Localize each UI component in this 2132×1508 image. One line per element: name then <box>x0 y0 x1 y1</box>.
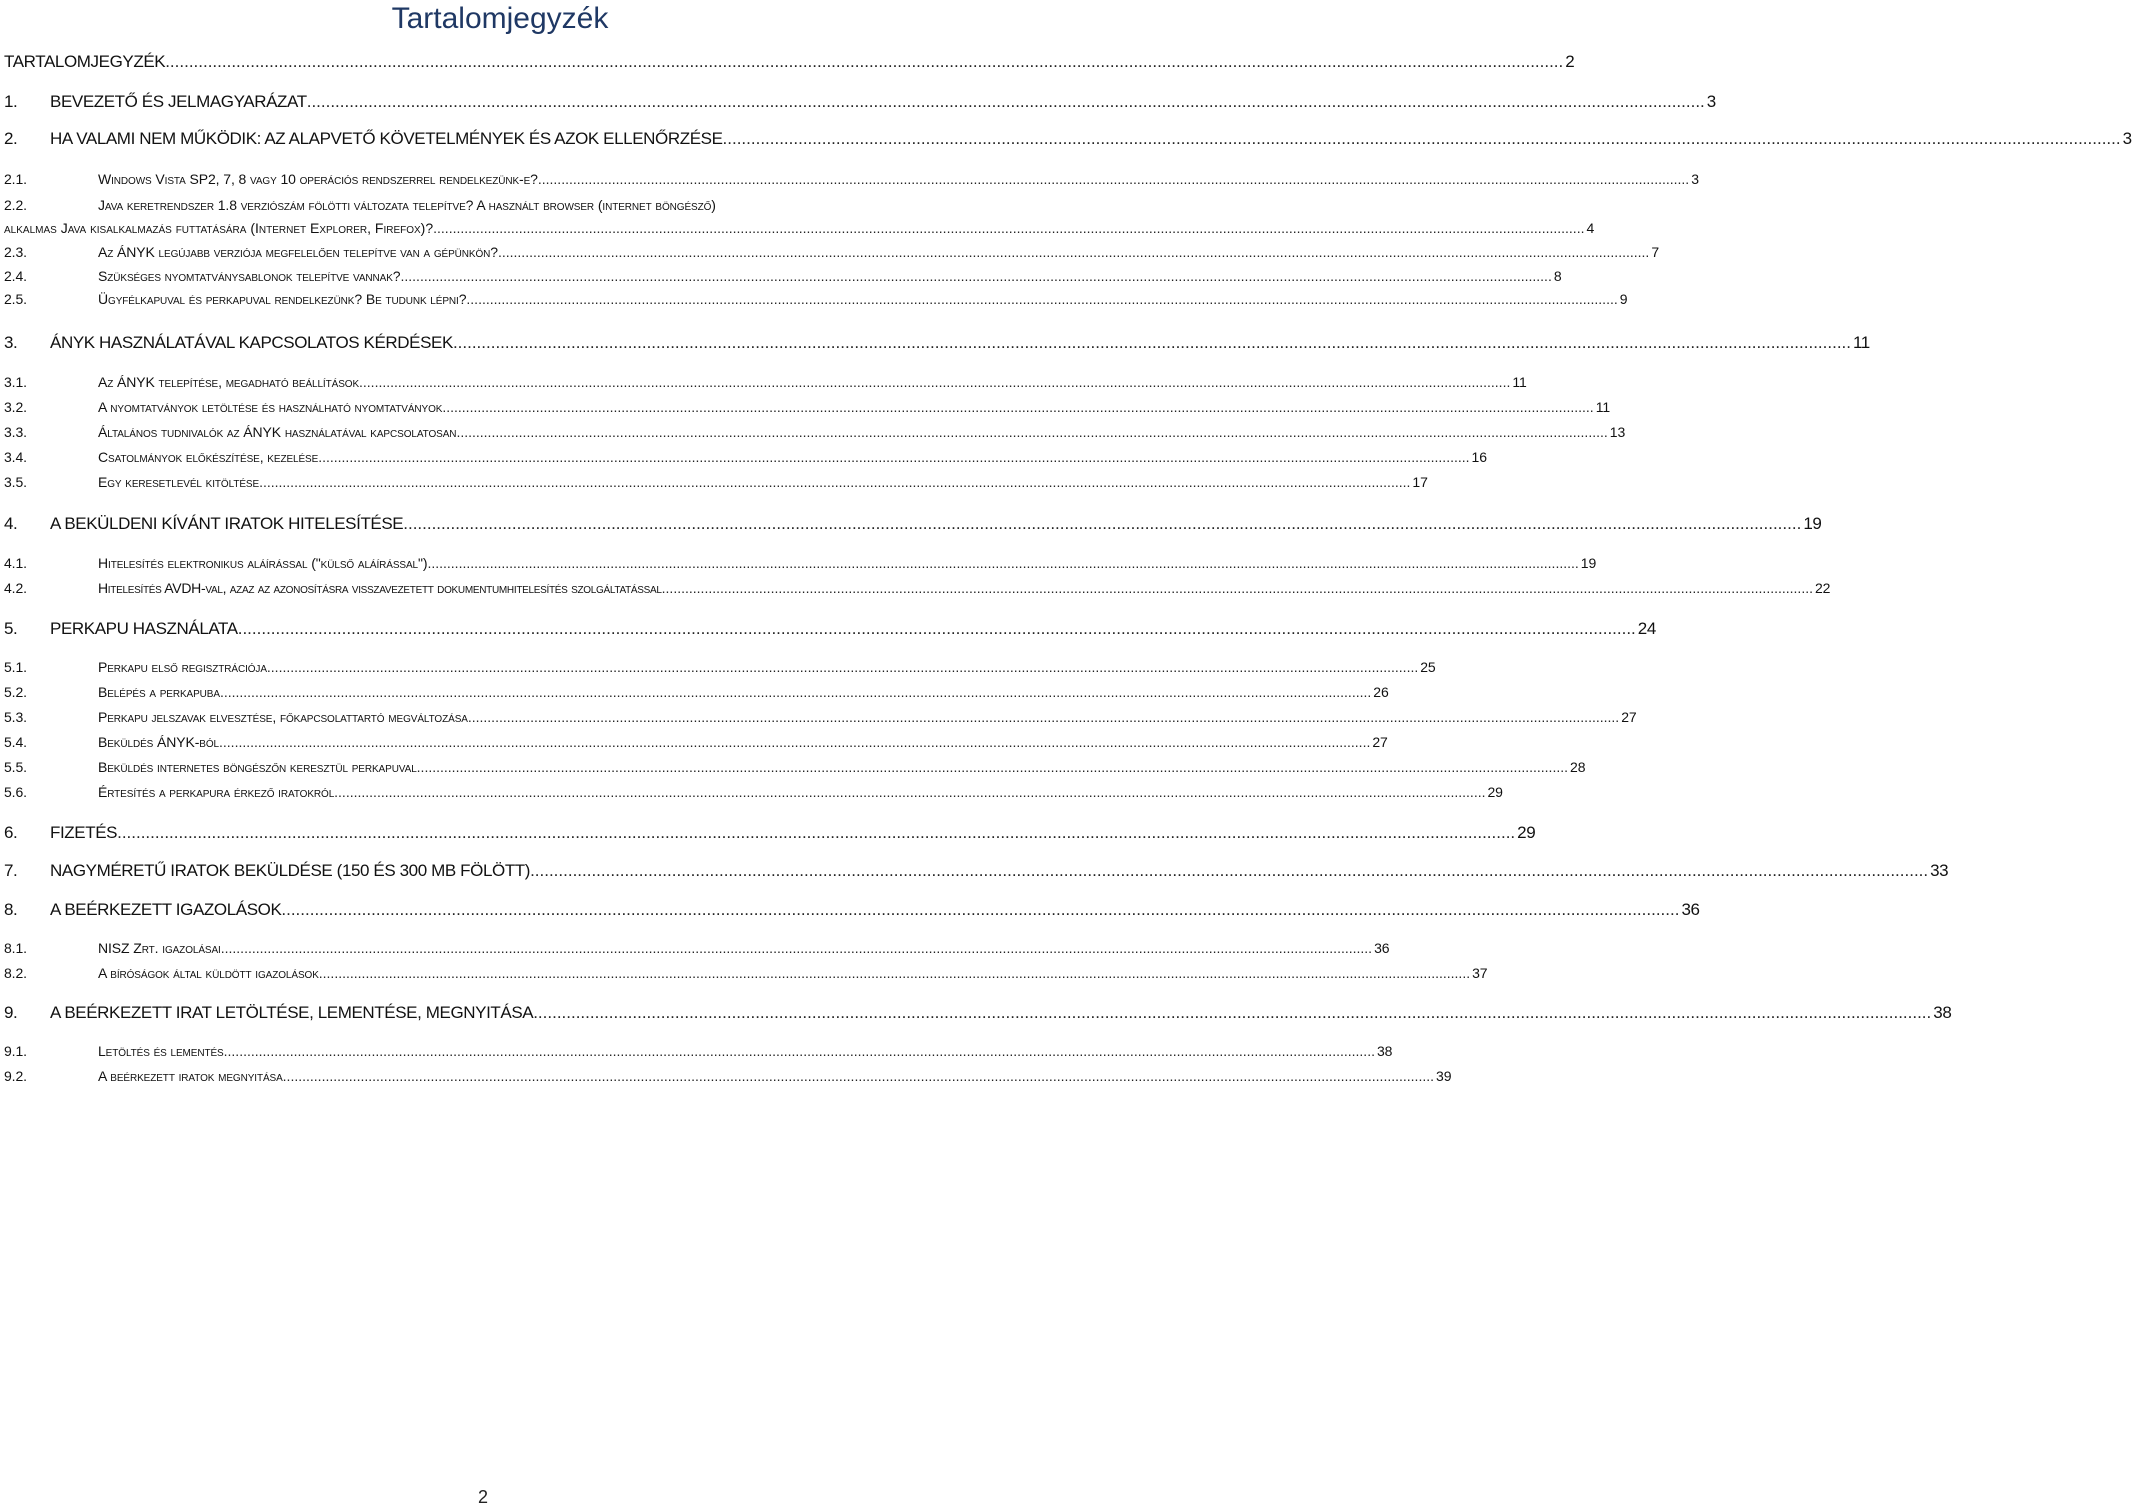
toc-entry-number: 3.4. <box>4 449 27 465</box>
toc-entry[interactable] <box>4 759 1586 775</box>
toc-entry-page: 3 <box>2122 129 2132 148</box>
toc-entry[interactable] <box>4 900 1700 920</box>
toc-leader-dots <box>238 619 1636 639</box>
toc-leader-dots <box>417 759 1568 775</box>
toc-entry[interactable] <box>4 514 1822 534</box>
toc-entry-page: 37 <box>1472 965 1488 981</box>
toc-leader-dots <box>165 52 1563 72</box>
toc-entry-page: 2 <box>1565 52 1575 71</box>
toc-entry-number: 7. <box>4 861 18 880</box>
toc-entry-text: A BEÉRKEZETT IRAT LETÖLTÉSE, LEMENTÉSE, MEGNYITÁSA <box>50 1003 534 1022</box>
toc-entry-number: 1. <box>4 92 18 111</box>
toc-entry-text: Perkapu jelszavak elvesztése, főkapcsolattartó megváltozása <box>98 709 468 725</box>
toc-entry-text: Az ÁNYK telepítése, megadható beállítások <box>98 374 360 390</box>
toc-leader-dots <box>433 220 1584 236</box>
toc-leader-dots <box>466 291 1617 307</box>
toc-entry-number: 5.4. <box>4 734 27 750</box>
toc-leader-dots <box>468 709 1619 725</box>
toc-leader-dots <box>267 659 1418 675</box>
toc-entry[interactable] <box>4 399 1611 415</box>
toc-entry[interactable] <box>4 291 1628 307</box>
toc-entry[interactable] <box>4 709 1637 725</box>
toc-entry-page: 27 <box>1372 734 1388 750</box>
toc-leader-dots <box>307 92 1705 112</box>
toc-entry-number: 4.2. <box>4 580 27 596</box>
toc-entry[interactable] <box>4 52 1575 72</box>
toc-leader-dots <box>318 449 1469 465</box>
toc-entry-number: 3. <box>4 333 18 352</box>
toc-leader-dots <box>530 861 1928 881</box>
toc-entry[interactable] <box>4 659 1436 675</box>
toc-leader-dots <box>498 244 1649 260</box>
toc-entry-number: 2.1. <box>4 171 27 187</box>
toc-entry-text: A nyomtatványok letöltése és használható nyomtatványok <box>98 399 443 415</box>
toc-entry-page: 36 <box>1374 940 1390 956</box>
toc-entry[interactable] <box>4 940 1390 956</box>
toc-entry-number: 8. <box>4 900 18 919</box>
toc-entry-number: 3.3. <box>4 424 27 440</box>
toc-entry[interactable] <box>4 449 1487 465</box>
toc-entry-page: 29 <box>1487 784 1503 800</box>
toc-entry-text: Csatolmányok előkészítése, kezelése <box>98 449 319 465</box>
toc-leader-dots <box>427 555 1578 571</box>
toc-entry-text: Beküldés ÁNYK-ból <box>98 734 220 750</box>
toc-entry-number: 9.1. <box>4 1043 27 1059</box>
toc-entry[interactable] <box>4 555 1597 571</box>
toc-leader-dots <box>456 424 1607 440</box>
toc-entry[interactable] <box>4 197 962 213</box>
toc-leader-dots <box>538 171 1689 187</box>
toc-entry-page: 36 <box>1681 900 1700 919</box>
toc-entry-number: 5. <box>4 619 18 638</box>
toc-entry[interactable] <box>4 580 1831 596</box>
toc-entry-page: 24 <box>1637 619 1656 638</box>
toc-entry-page: 13 <box>1609 424 1626 440</box>
toc-entry-text: BEVEZETŐ ÉS JELMAGYARÁZAT <box>50 92 307 111</box>
toc-entry-page: 19 <box>1803 514 1822 533</box>
toc-entry-number: 2.2. <box>4 197 27 213</box>
toc-leader-dots <box>319 965 1470 981</box>
toc-entry-text: Letöltés és lementés <box>98 1043 224 1059</box>
toc-leader-dots <box>723 129 2121 149</box>
toc-entry-text: Értesítés a perkapura érkező iratokról <box>98 784 335 800</box>
toc-entry-page: 8 <box>1553 268 1562 284</box>
toc-entry-text: Belépés a perkapuba <box>98 684 220 700</box>
toc-entry[interactable] <box>4 129 2132 149</box>
toc-entry[interactable] <box>4 92 1716 112</box>
toc-entry-page: 11 <box>1512 374 1527 390</box>
toc-leader-dots <box>359 374 1510 390</box>
toc-entry-continuation[interactable] <box>4 220 1595 236</box>
toc-entry-text: A beérkezett iratok megnyitása <box>98 1068 283 1084</box>
toc-leader-dots <box>401 268 1552 284</box>
page-title: Tartalomjegyzék <box>391 2 609 35</box>
toc-entry-number: 3.5. <box>4 474 27 490</box>
toc-entry[interactable] <box>4 424 1626 440</box>
toc-entry-page: 4 <box>1586 220 1595 236</box>
toc-entry-page: 11 <box>1595 399 1611 415</box>
toc-entry[interactable] <box>4 784 1503 800</box>
toc-leader-dots <box>334 784 1485 800</box>
toc-entry-text: Szükséges nyomtatványsablonok telepítve vannak? <box>98 268 401 284</box>
toc-entry-number: 2. <box>4 129 18 148</box>
toc-entry-text: TARTALOMJEGYZÉK <box>4 52 166 71</box>
toc-entry[interactable] <box>4 333 1870 353</box>
toc-entry-page: 17 <box>1412 474 1428 490</box>
toc-leader-dots <box>281 900 1679 920</box>
toc-entry-number: 9.2. <box>4 1068 27 1084</box>
toc-entry[interactable] <box>4 965 1488 981</box>
toc-entry[interactable] <box>4 861 1949 881</box>
toc-entry-page: 28 <box>1570 759 1586 775</box>
toc-entry-text: Ügyfélkapuval és perkapuval rendelkezünk? Be tudunk lépni? <box>98 291 467 307</box>
toc-entry-text: Egy keresetlevél kitöltése <box>98 474 260 490</box>
toc-entry-page: 38 <box>1376 1043 1393 1059</box>
toc-entry-number: 4. <box>4 514 18 533</box>
toc-entry-number: 8.1. <box>4 940 27 956</box>
toc-leader-dots <box>221 940 1372 956</box>
toc-entry-number: 9. <box>4 1003 18 1022</box>
toc-entry[interactable] <box>4 1003 1952 1023</box>
toc-entry-text: Hitelesítés AVDH-val, azaz az azonosításra visszavezetett dokumentumhitelesítés szolgáltatással <box>98 580 662 596</box>
toc-entry-page: 16 <box>1471 449 1487 465</box>
toc-entry-text: NAGYMÉRETŰ IRATOK BEKÜLDÉSE (150 ÉS 300 MB FÖLÖTT) <box>50 861 531 880</box>
toc-entry[interactable] <box>4 734 1388 750</box>
toc-entry-number: 5.5. <box>4 759 27 775</box>
toc-entry[interactable] <box>4 619 1656 639</box>
toc-entry-number: 8.2. <box>4 965 27 981</box>
toc-leader-dots <box>662 580 1813 596</box>
toc-entry-text: PERKAPU HASZNÁLATA <box>50 619 238 638</box>
toc-entry-number: 2.5. <box>4 291 27 307</box>
toc-entry-text: Beküldés internetes böngészőn keresztül perkapuval <box>98 759 417 775</box>
toc-entry-page: 7 <box>1651 244 1659 260</box>
toc-entry-page: 11 <box>1853 333 1870 352</box>
toc-entry-text: A BEKÜLDENI KÍVÁNT IRATOK HITELESÍTÉSE <box>50 514 404 533</box>
toc-entry[interactable] <box>4 171 1699 187</box>
toc-entry-text: Java keretrendszer 1.8 verziószám fölötti változata telepítve? A használt browser (internet böngésző) <box>98 197 716 213</box>
toc-leader-dots <box>224 1043 1375 1059</box>
toc-leader-dots <box>283 1068 1434 1084</box>
toc-entry-text: Hitelesítés elektronikus aláírással ("külső aláírással") <box>98 555 428 571</box>
toc-entry[interactable] <box>4 268 1562 284</box>
toc-entry-page: 9 <box>1619 291 1628 307</box>
toc-entry-page: 38 <box>1933 1003 1952 1022</box>
toc-entry-text: Az ÁNYK legújabb verziója megfelelően telepítve van a gépünkön? <box>98 244 498 260</box>
toc-entry-text: alkalmas Java kisalkalmazás futtatására (Internet Explorer, Firefox)? <box>4 220 434 236</box>
toc-entry-text: A BEÉRKEZETT IGAZOLÁSOK <box>50 900 282 919</box>
toc-entry-number: 3.1. <box>4 374 27 390</box>
toc-entry-number: 5.3. <box>4 709 27 725</box>
toc-entry-number: 3.2. <box>4 399 27 415</box>
toc-entry-page: 29 <box>1517 823 1536 842</box>
toc-leader-dots <box>220 684 1371 700</box>
toc-entry-page: 33 <box>1930 861 1949 880</box>
toc-entry-page: 25 <box>1420 659 1436 675</box>
toc-entry[interactable] <box>4 1068 1452 1084</box>
toc-leader-dots <box>117 823 1515 843</box>
toc-leader-dots <box>442 399 1593 415</box>
toc-entry-text: NISZ Zrt. igazolásai <box>98 940 221 956</box>
toc-entry-text: Windows Vista SP2, 7, 8 vagy 10 operációs rendszerrel rendelkezünk-e? <box>98 171 538 187</box>
toc-leader-dots <box>219 734 1370 750</box>
toc-leader-dots <box>453 333 1851 353</box>
toc-entry-page: 27 <box>1621 709 1637 725</box>
toc-entry[interactable] <box>4 684 1389 700</box>
toc-entry-page: 3 <box>1706 92 1716 111</box>
toc-entry[interactable] <box>4 823 1536 843</box>
toc-leader-dots <box>403 514 1801 534</box>
toc-entry-text: Általános tudnivalók az ÁNYK használatával kapcsolatosan <box>98 424 457 440</box>
toc-entry-page: 22 <box>1815 580 1831 596</box>
toc-leader-dots <box>533 1003 1931 1023</box>
toc-entry-text: Perkapu első regisztrációja <box>98 659 267 675</box>
toc-entry-number: 6. <box>4 823 18 842</box>
toc-entry-text: ÁNYK HASZNÁLATÁVAL KAPCSOLATOS KÉRDÉSEK <box>50 333 453 352</box>
page-number: 2 <box>477 1487 488 1507</box>
toc-entry-number: 2.3. <box>4 244 27 260</box>
toc-entry[interactable] <box>4 244 1659 260</box>
toc-entry-text: FIZETÉS <box>50 823 118 842</box>
toc-entry-number: 5.1. <box>4 659 27 675</box>
toc-entry-text: A bíróságok által küldött igazolások <box>98 965 319 981</box>
toc-entry-page: 39 <box>1436 1068 1452 1084</box>
toc-entry[interactable] <box>4 1043 1393 1059</box>
toc-entry-page: 3 <box>1691 171 1699 187</box>
toc-entry-page: 26 <box>1373 684 1389 700</box>
toc-entry-number: 4.1. <box>4 555 27 571</box>
toc-entry-page: 19 <box>1580 555 1597 571</box>
toc-entry-number: 5.2. <box>4 684 27 700</box>
toc-entry[interactable] <box>4 474 1428 490</box>
toc-entry[interactable] <box>4 374 1527 390</box>
toc-entry-number: 2.4. <box>4 268 27 284</box>
toc-entry-number: 5.6. <box>4 784 27 800</box>
toc-leader-dots <box>259 474 1410 490</box>
toc-entry-text: HA VALAMI NEM MŰKÖDIK: AZ ALAPVETŐ KÖVETELMÉNYEK ÉS AZOK ELLENŐRZÉSE <box>50 129 723 148</box>
